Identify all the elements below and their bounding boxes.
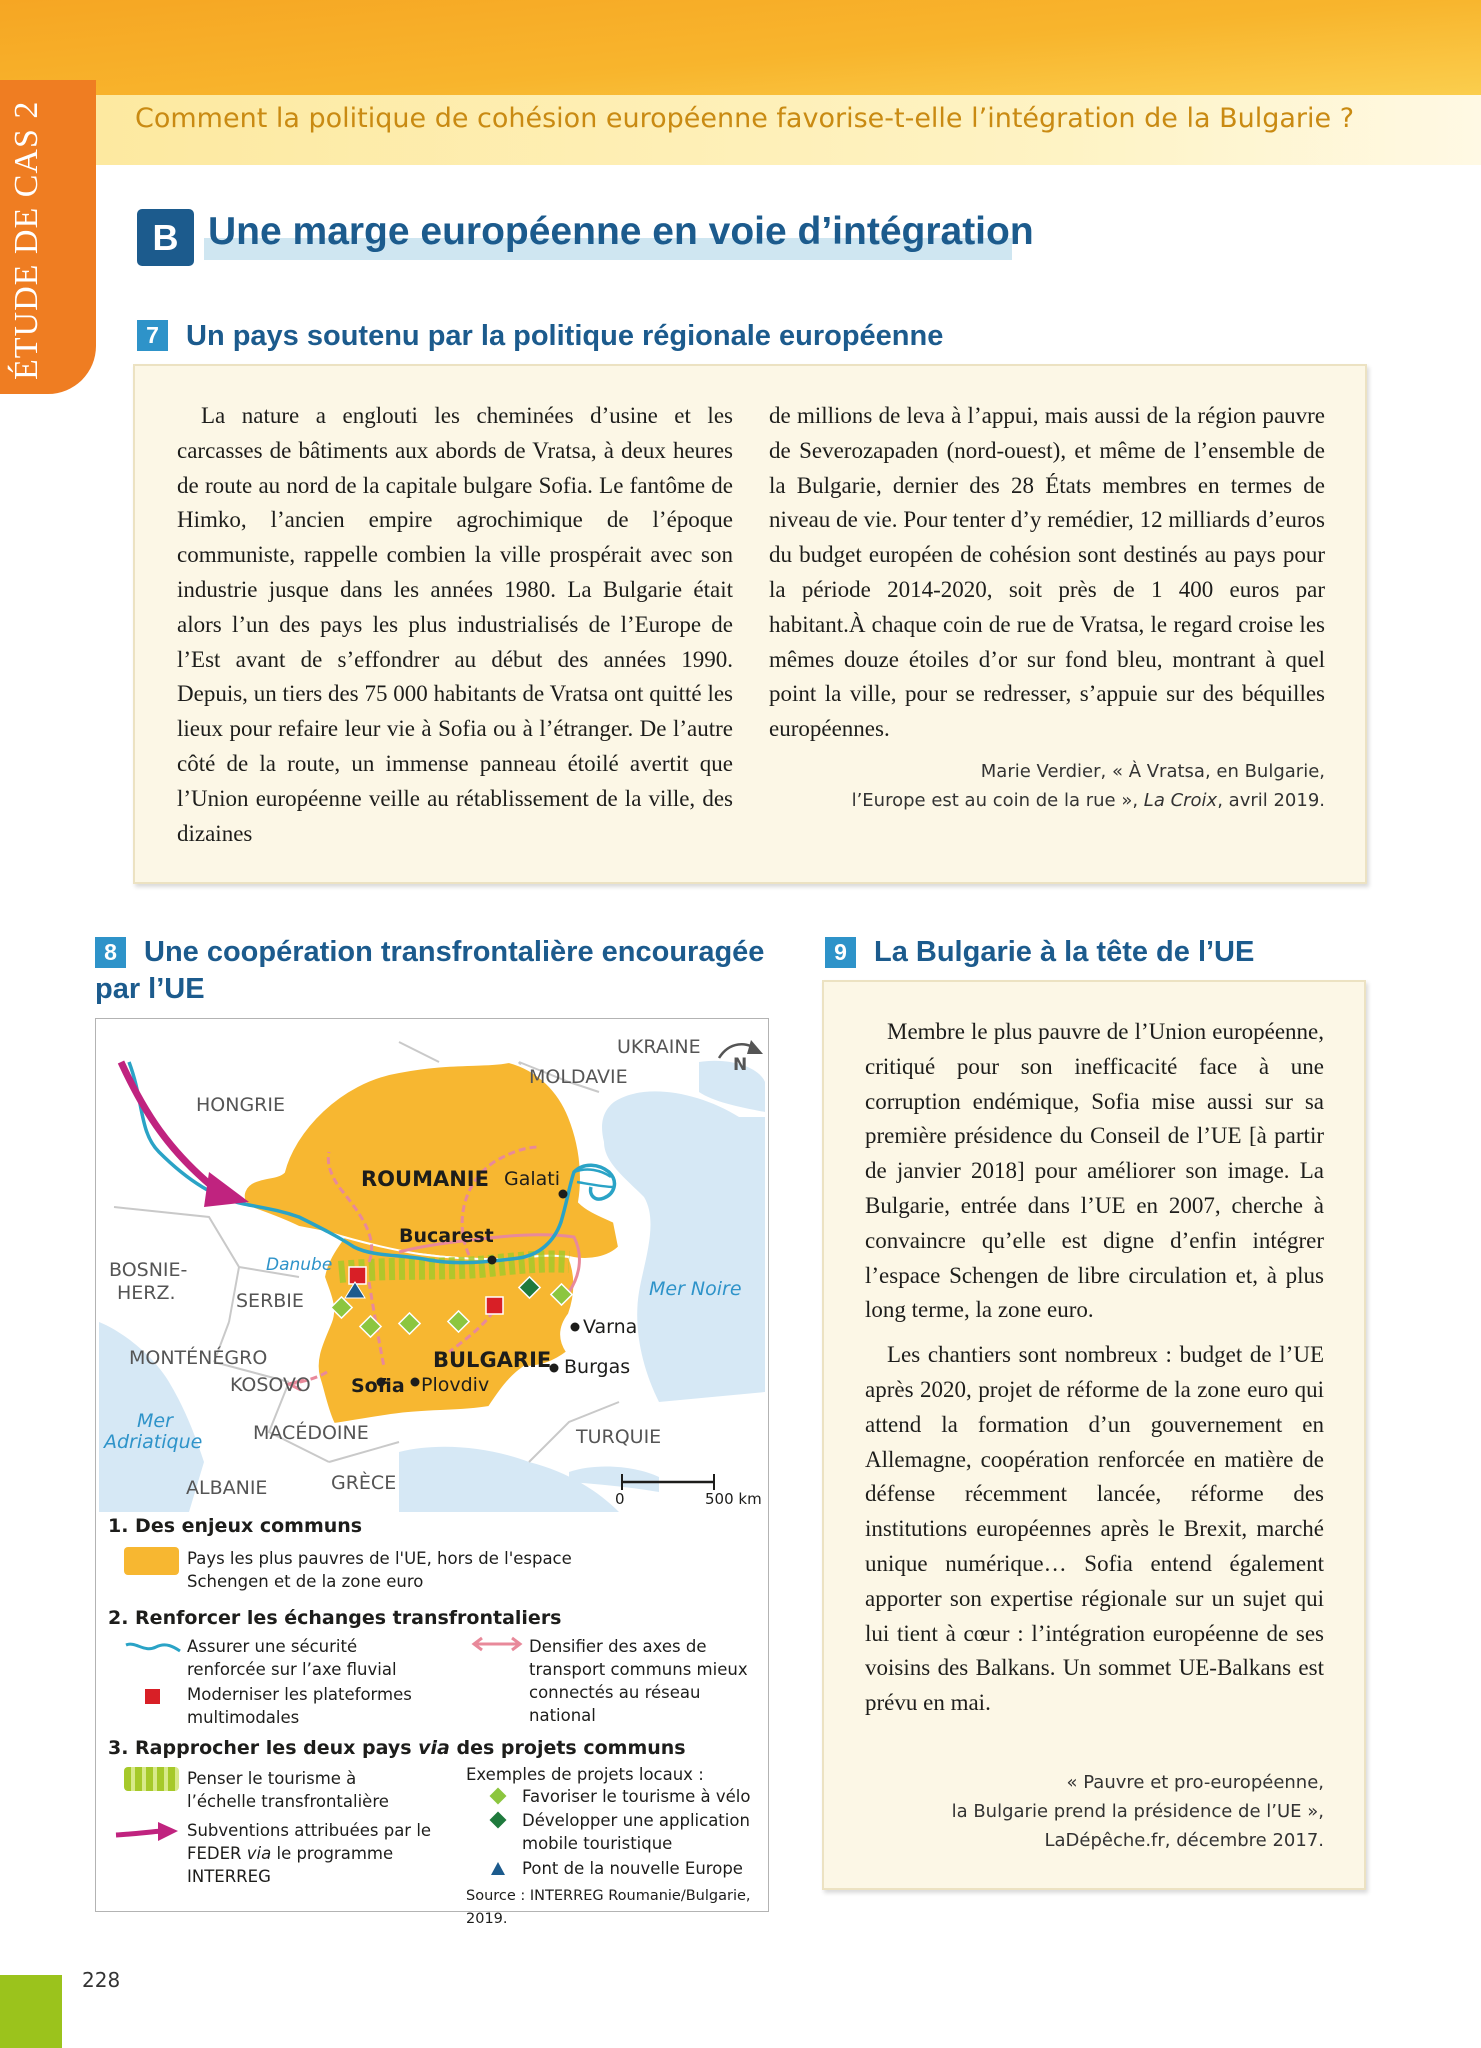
feder-subsidy-arrowhead xyxy=(204,1172,249,1207)
doc-9-source xyxy=(865,1768,1324,1855)
doc-7-text-box xyxy=(133,364,1367,884)
scale-start-label: 0 xyxy=(615,1490,625,1508)
doc-7-source-line-2 xyxy=(769,786,1325,815)
legend-symbol-bridge xyxy=(490,1861,506,1876)
platform-marker-2 xyxy=(486,1297,503,1314)
doc-9-source-line-3: LaDépêche.fr, décembre 2017. xyxy=(1044,1830,1324,1851)
doc-9-paragraph-1: Membre le plus pauvre de l’Union européenne, critiqué pour son inefficacité face à une corruption endémique, Sofia mise aussi sur sa première présidence du Conseil de l’UE [à partir de janvier 2018] pour améliorer son image. La Bulgarie, entrée dans l’UE en 2007, cherche à convaincre qu’elle est digne d’enfin intégrer l’espace Schengen de libre circulation et, à plus long terme, la zone euro. xyxy=(865,1019,1324,1323)
legend-heading-2: 2. Renforcer les échanges transfrontaliers xyxy=(108,1607,562,1629)
doc-7-column-1: La nature a englouti les cheminées d’usine et les carcasses de bâtiments aux abords de Vratsa, à deux heures de route au nord de la capitale bulgare Sofia. Le fantôme de Himko, l’ancien empire agrochimique de l’époque communiste, rappelle combien la ville prospérait avec son industrie jusque dans les années 1980. La Bulgarie était alors l’un des pays les plus industrialisés de l’Europe de l’Est avant de s’effondrer au début des années 1990. Depuis, un tiers des 75 000 habitants de Vratsa ont quitté les lieux pour refaire leur vie à Sofia ou à l’étranger. De l’autre côté de la route, un immense panneau étoilé avertit que l’Union européenne veille au rétablissement de la ville, des dizaines xyxy=(177,403,733,846)
top-banner xyxy=(0,0,1481,100)
map-label-moldavie: MOLDAVIE xyxy=(529,1066,628,1088)
page-number: 228 xyxy=(82,1968,121,1992)
map-label-serbie: SERBIE xyxy=(236,1290,304,1312)
map-label-kosovo: KOSOVO xyxy=(230,1374,311,1396)
legend-poor-countries: Pays les plus pauvres de l'UE, hors de l'espace Schengen et de la zone euro xyxy=(187,1549,572,1591)
map-label-plovdiv: Plovdiv xyxy=(421,1374,490,1396)
legend-tourism: Penser le tourisme à l’échelle transfrontalière xyxy=(187,1769,389,1811)
legend-symbol-transport xyxy=(468,1635,526,1653)
map-label-varna: Varna xyxy=(583,1316,638,1338)
legend-symbol-river xyxy=(124,1639,182,1657)
doc-9-text-box xyxy=(822,980,1366,1890)
doc-7-source-line-1: Marie Verdier, « À Vratsa, en Bulgarie, xyxy=(980,761,1325,782)
legend-symbol-bike xyxy=(490,1788,507,1805)
legend-river-security: Assurer une sécurité renforcée sur l’axe fluvial xyxy=(187,1637,397,1679)
legend-subsidies-text: Subventions attribuées par le FEDER xyxy=(187,1821,432,1863)
north-arrow-head xyxy=(747,1040,763,1054)
scale-end-label: 500 km xyxy=(705,1490,762,1508)
doc-9-number: 9 xyxy=(825,937,856,968)
map-label-mer-adriatique-1: Mer xyxy=(137,1410,173,1432)
legend-bike-tourism: Favoriser le tourisme à vélo xyxy=(522,1787,751,1806)
legend-mobile-app: Développer une application mobile touristique xyxy=(522,1811,750,1853)
doc-9-body xyxy=(865,1015,1324,1721)
doc-7-source-publication: La Croix xyxy=(1143,790,1218,811)
legend-subsidies xyxy=(187,1819,437,1888)
city-varna xyxy=(571,1323,580,1332)
legend-bridge: Pont de la nouvelle Europe xyxy=(522,1859,743,1878)
map-label-mer-noire: Mer Noire xyxy=(649,1278,742,1300)
legend-platforms: Moderniser les plateformes multimodales xyxy=(187,1685,412,1727)
legend-subsidies-via: via xyxy=(246,1844,272,1863)
platform-marker-1 xyxy=(349,1267,366,1284)
map-label-hongrie: HONGRIE xyxy=(196,1094,285,1116)
city-bucarest xyxy=(488,1256,497,1265)
doc-7-source-text: l’Europe est au coin de la rue », xyxy=(851,790,1144,811)
legend-symbol-platform xyxy=(145,1689,160,1704)
doc-7-title: Un pays soutenu par la politique régionale européenne xyxy=(186,320,944,352)
legend-heading-3-text: 3. Rapprocher les deux pays xyxy=(108,1737,419,1759)
map-label-roumanie: ROUMANIE xyxy=(361,1167,489,1191)
footer-green-tab xyxy=(0,1975,62,2048)
map-label-montenegro: MONTÉNÉGRO xyxy=(129,1347,268,1369)
section-title: Une marge européenne en voie d’intégration xyxy=(208,210,1034,253)
doc-7-source-date: , avril 2019. xyxy=(1217,790,1325,811)
legend-local-projects-title: Exemples de projets locaux : xyxy=(466,1765,704,1784)
map-label-bucarest: Bucarest xyxy=(399,1225,494,1247)
doc-9-source-line-2: la Bulgarie prend la présidence de l’UE », xyxy=(951,1801,1324,1822)
legend-symbol-subsidy xyxy=(114,1819,180,1845)
map-label-burgas: Burgas xyxy=(564,1356,631,1378)
map-label-albanie: ALBANIE xyxy=(186,1477,268,1499)
map-label-bosnie-1: BOSNIE- xyxy=(109,1259,188,1281)
doc-9-paragraph-2: Les chantiers sont nombreux : budget de l’UE après 2020, projet de réforme de la zone euro qui attend la formation d’un gouvernement en Allemagne, coopération renforcée en matière de défense récemment lancée, réforme des institutions européennes après le Brexit, marché unique numérique… Sofia entend également apporter son expertise régionale sur un sujet qui lui tient à cœur : l’intégration européenne de ses voisins des Balkans. Un sommet UE-Balkans est prévu en mai. xyxy=(865,1342,1324,1716)
map-source: Source : INTERREG Roumanie/Bulgarie, 2019. xyxy=(466,1888,751,1927)
map-label-galati: Galati xyxy=(504,1168,561,1190)
map-label-macedoine: MACÉDOINE xyxy=(253,1422,369,1444)
central-question: Comment la politique de cohésion européenne favorise-t-elle l’intégration de la Bulgarie ? xyxy=(135,103,1355,134)
doc-8-number: 8 xyxy=(95,937,126,968)
map-label-danube: Danube xyxy=(266,1255,333,1275)
section-letter-badge: B xyxy=(137,209,194,266)
city-plovdiv xyxy=(411,1378,420,1387)
doc-7-source xyxy=(769,757,1325,815)
legend-heading-1: 1. Des enjeux communs xyxy=(108,1515,363,1537)
map-label-turquie: TURQUIE xyxy=(576,1426,662,1448)
doc-8-title-line-2: par l’UE xyxy=(95,973,205,1005)
map-label-sofia: Sofia xyxy=(351,1375,405,1397)
legend-heading-3-via: via xyxy=(418,1737,450,1759)
legend-swatch-poor-countries xyxy=(124,1547,179,1575)
doc-7-number: 7 xyxy=(137,320,168,351)
legend-heading-3-end: des projets communs xyxy=(449,1737,686,1759)
map-label-grece: GRÈCE xyxy=(331,1472,397,1494)
legend-heading-3 xyxy=(108,1737,686,1759)
legend-subsidies-end: le programme INTERREG xyxy=(187,1844,394,1886)
legend-transport-axes: Densifier des axes de transport communs mieux connectés au réseau national xyxy=(529,1637,748,1725)
doc-9-title: La Bulgarie à la tête de l’UE xyxy=(874,936,1255,968)
map xyxy=(99,1022,765,1512)
map-label-bulgarie: BULGARIE xyxy=(433,1348,552,1372)
map-label-mer-adriatique-2: Adriatique xyxy=(104,1431,203,1453)
map-label-bosnie-2: HERZ. xyxy=(117,1282,176,1304)
legend-swatch-tourism xyxy=(124,1767,179,1791)
doc-8-map-figure xyxy=(95,1018,769,1927)
case-study-label: ÉTUDE DE CAS 2 xyxy=(8,100,45,380)
doc-7-column-2: de millions de leva à l’appui, mais aussi de la région pauvre de Severozapaden (nord-ouest), et même de l’ensemble de la Bulgarie, dernier des 28 États membres en termes de niveau de vie. Pour tenter d’y remédier, 12 milliards d’euros du budget européen de cohésion sont destinés au pays pour la période 2014-2020, soit près de 1 400 euros par habitant.À chaque coin de rue de Vratsa, le regard croise les mêmes douze étoiles d’or sur fond bleu, montrant à quel point la ville, pour se redresser, s’appuie sur des béquilles européennes. xyxy=(769,403,1325,742)
doc-9-source-line-1: « Pauvre et pro-européenne, xyxy=(1066,1772,1324,1793)
map-label-ukraine: UKRAINE xyxy=(617,1036,701,1058)
city-galati xyxy=(559,1190,568,1199)
doc-8-title-line-1: Une coopération transfrontalière encouragée xyxy=(144,936,765,968)
legend-symbol-app xyxy=(490,1812,507,1829)
north-label: N xyxy=(733,1055,748,1075)
